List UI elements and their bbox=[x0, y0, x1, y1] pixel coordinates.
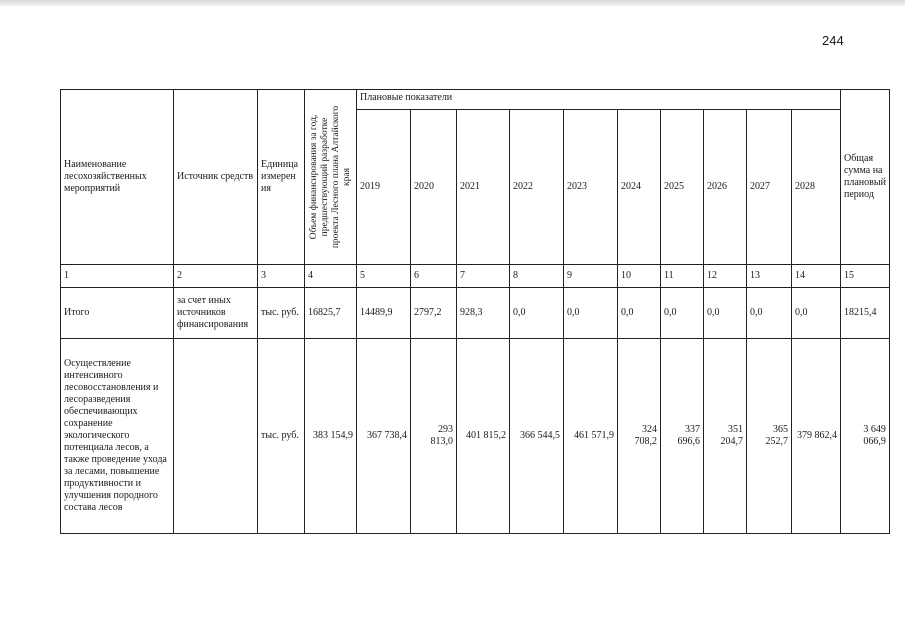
total-row-year-value: 0,0 bbox=[792, 288, 841, 339]
header-year: 2024 bbox=[618, 110, 661, 265]
measure-row bbox=[61, 339, 890, 534]
scan-edge bbox=[0, 0, 905, 6]
total-row-year-value: 0,0 bbox=[618, 288, 661, 339]
column-number-row bbox=[61, 265, 890, 288]
column-number: 6 bbox=[411, 265, 457, 288]
measure-row-year-value: 366 544,5 bbox=[510, 339, 564, 534]
column-number: 11 bbox=[661, 265, 704, 288]
total-row-unit: тыс. руб. bbox=[258, 288, 305, 339]
column-number: 9 bbox=[564, 265, 618, 288]
measure-row-unit: тыс. руб. bbox=[258, 339, 305, 534]
column-number: 5 bbox=[357, 265, 411, 288]
planned-indicators-table bbox=[60, 89, 890, 534]
header-year: 2021 bbox=[457, 110, 510, 265]
total-row-year-value: 0,0 bbox=[564, 288, 618, 339]
header-year: 2020 bbox=[411, 110, 457, 265]
measure-row-year-value: 324 708,2 bbox=[618, 339, 661, 534]
measure-row-previous: 383 154,9 bbox=[305, 339, 357, 534]
column-number: 14 bbox=[792, 265, 841, 288]
measure-row-year-value: 461 571,9 bbox=[564, 339, 618, 534]
column-number: 8 bbox=[510, 265, 564, 288]
column-number: 3 bbox=[258, 265, 305, 288]
page-number: 244 bbox=[822, 33, 844, 48]
column-number: 4 bbox=[305, 265, 357, 288]
column-number: 13 bbox=[747, 265, 792, 288]
total-row-year-value: 0,0 bbox=[661, 288, 704, 339]
header-source: Источник средств bbox=[174, 90, 258, 265]
header-year: 2025 bbox=[661, 110, 704, 265]
measure-row-year-value: 337 696,6 bbox=[661, 339, 704, 534]
total-row-source: за счет иных источников финансирования bbox=[174, 288, 258, 339]
column-number: 12 bbox=[704, 265, 747, 288]
measure-row-sum: 3 649 066,9 bbox=[841, 339, 890, 534]
total-row-year-value: 2797,2 bbox=[411, 288, 457, 339]
header-year: 2023 bbox=[564, 110, 618, 265]
measure-row-source bbox=[174, 339, 258, 534]
measure-row-year-value: 365 252,7 bbox=[747, 339, 792, 534]
measure-row-name: Осуществление интенсивного лесовосстановления и лесоразведения обеспечивающих сохранение экологического потенциала лесов, а также проведение ухода за лесами, повышение продуктивности и улучшения породного состава лесов bbox=[61, 339, 174, 534]
header-year: 2027 bbox=[747, 110, 792, 265]
header-year: 2019 bbox=[357, 110, 411, 265]
measure-row-year-value: 351 204,7 bbox=[704, 339, 747, 534]
column-number: 2 bbox=[174, 265, 258, 288]
header-total: Общая сумма на плановый период bbox=[841, 90, 890, 265]
measure-row-year-value: 379 862,4 bbox=[792, 339, 841, 534]
header-planned: Плановые показатели bbox=[357, 90, 841, 110]
total-row-year-value: 928,3 bbox=[457, 288, 510, 339]
column-number: 1 bbox=[61, 265, 174, 288]
total-row-name: Итого bbox=[61, 288, 174, 339]
total-row-sum: 18215,4 bbox=[841, 288, 890, 339]
total-row-year-value: 0,0 bbox=[747, 288, 792, 339]
column-number: 10 bbox=[618, 265, 661, 288]
header-measure: Наименование лесохозяйственных мероприятий bbox=[61, 90, 174, 265]
total-row-year-value: 0,0 bbox=[704, 288, 747, 339]
column-number: 7 bbox=[457, 265, 510, 288]
header-unit: Единица измерен ия bbox=[258, 90, 305, 265]
total-row-year-value: 14489,9 bbox=[357, 288, 411, 339]
header-previous-year bbox=[305, 90, 357, 265]
header-year: 2028 bbox=[792, 110, 841, 265]
total-row-previous: 16825,7 bbox=[305, 288, 357, 339]
measure-row-year-value: 293 813,0 bbox=[411, 339, 457, 534]
total-row bbox=[61, 288, 890, 339]
measure-row-year-value: 401 815,2 bbox=[457, 339, 510, 534]
total-row-year-value: 0,0 bbox=[510, 288, 564, 339]
column-number: 15 bbox=[841, 265, 890, 288]
header-year: 2026 bbox=[704, 110, 747, 265]
measure-row-year-value: 367 738,4 bbox=[357, 339, 411, 534]
header-row-1 bbox=[61, 90, 890, 110]
header-year: 2022 bbox=[510, 110, 564, 265]
header-previous-year-text: Объем финансирования за год, предшествующий разработке проекта Лесного плана Алтайского края bbox=[308, 105, 352, 249]
